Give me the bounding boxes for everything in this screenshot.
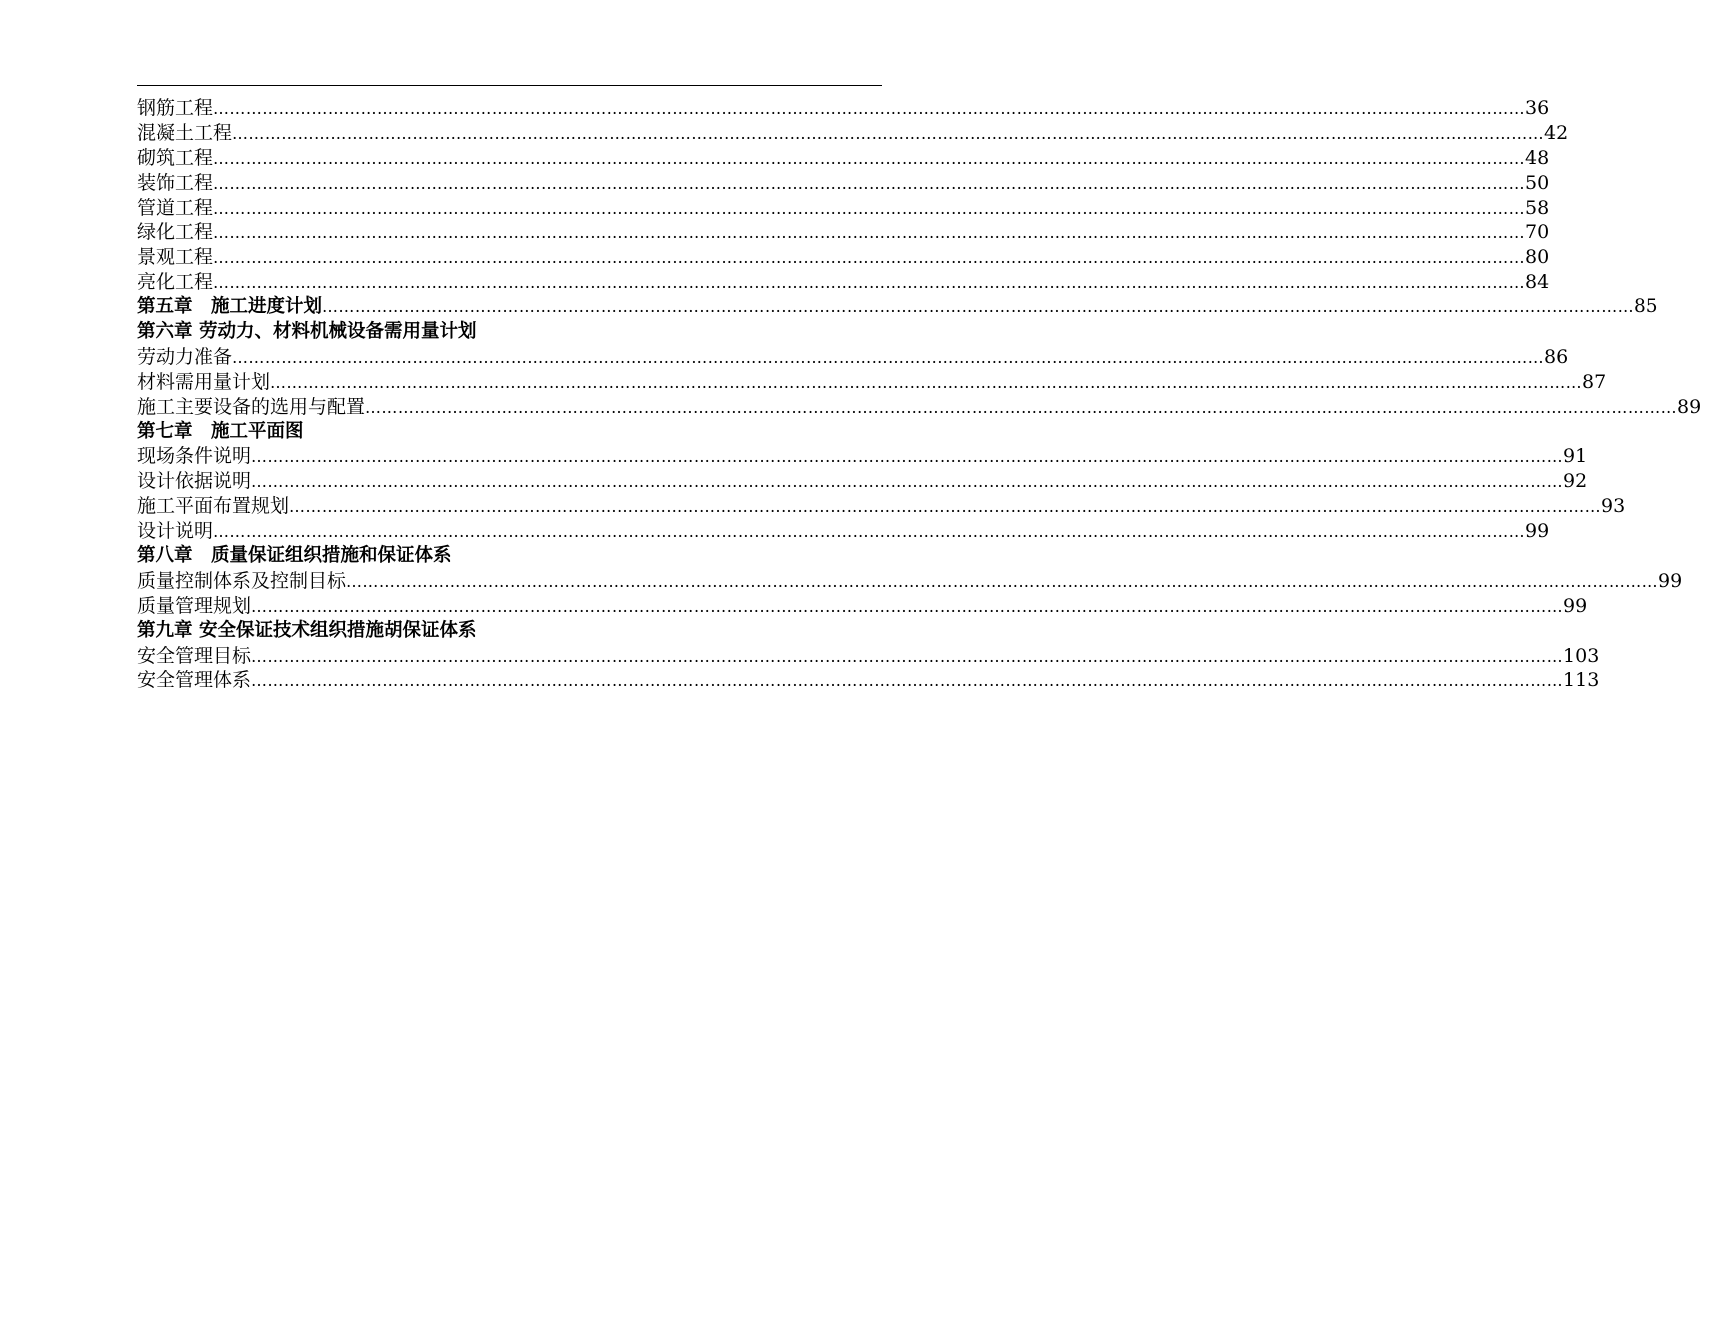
toc-entry[interactable] xyxy=(137,270,1550,295)
toc-entry-label: 第七章 施工平面图 xyxy=(137,420,304,442)
toc-entry[interactable] xyxy=(137,668,1600,693)
toc-leader-dots: …………………………………………………………………………………………………………………………………………………………………………………………………………………… xyxy=(365,397,1678,417)
toc-entry[interactable] xyxy=(137,220,1550,245)
toc-leader-dots: …………………………………………………………………………………………………………………………………………………………………………………………………………………… xyxy=(213,148,1526,168)
toc-entry[interactable] xyxy=(137,469,1588,494)
toc-entry-label: 第九章 安全保证技术组织措施胡保证体系 xyxy=(137,619,477,641)
toc-leader-dots: …………………………………………………………………………………………………………………………………………………………………………………………………………………… xyxy=(346,571,1659,591)
toc-entry-label: 管道工程 xyxy=(137,196,214,219)
toc-leader-dots: …………………………………………………………………………………………………………………………………………………………………………………………………………………… xyxy=(213,223,1526,243)
toc-entry-page: 99 xyxy=(1525,520,1550,543)
toc-entry-page: 86 xyxy=(1544,345,1569,368)
table-of-contents xyxy=(137,96,1702,693)
toc-entry-page: 42 xyxy=(1544,121,1569,144)
toc-entry-label: 装饰工程 xyxy=(137,171,214,194)
toc-chapter-heading[interactable] xyxy=(137,619,882,644)
toc-entry-label: 第八章 质量保证组织措施和保证体系 xyxy=(137,545,452,567)
toc-entry-label: 第六章 劳动力、材料机械设备需用量计划 xyxy=(137,321,477,343)
toc-leader-dots: …………………………………………………………………………………………………………………………………………………………………………………………………………………… xyxy=(213,198,1526,218)
toc-leader-dots: …………………………………………………………………………………………………………………………………………………………………………………………………………………… xyxy=(232,347,1545,367)
toc-entry[interactable] xyxy=(137,121,1569,146)
toc-entry-page: 50 xyxy=(1525,171,1550,194)
toc-entry[interactable] xyxy=(137,171,1550,196)
toc-entry-label: 现场条件说明 xyxy=(137,445,252,468)
toc-chapter-heading[interactable] xyxy=(137,420,882,445)
toc-leader-dots: …………………………………………………………………………………………………………………………………………………………………………………………………………………… xyxy=(289,497,1602,517)
toc-entry[interactable] xyxy=(137,644,1600,669)
toc-entry-page: 92 xyxy=(1563,470,1588,493)
toc-entry[interactable] xyxy=(137,519,1550,544)
toc-entry-page: 84 xyxy=(1525,271,1550,294)
toc-entry-label: 混凝土工程 xyxy=(137,121,233,144)
toc-entry[interactable] xyxy=(137,345,1569,370)
toc-entry[interactable] xyxy=(137,196,1550,221)
toc-entry[interactable] xyxy=(137,370,1607,395)
toc-entry-page: 48 xyxy=(1525,146,1550,169)
toc-entry-page: 99 xyxy=(1658,569,1683,592)
toc-leader-dots: …………………………………………………………………………………………………………………………………………………………………………………………………………………… xyxy=(232,123,1545,143)
toc-entry-page: 99 xyxy=(1563,594,1588,617)
toc-leader-dots: …………………………………………………………………………………………………………………………………………………………………………………………………………………… xyxy=(251,447,1564,467)
toc-entry[interactable] xyxy=(137,569,1683,594)
toc-leader-dots: …………………………………………………………………………………………………………………………………………………………………………………………………………………… xyxy=(270,372,1583,392)
toc-entry-label: 施工主要设备的选用与配置 xyxy=(137,395,366,418)
toc-leader-dots: …………………………………………………………………………………………………………………………………………………………………………………………………………………… xyxy=(251,472,1564,492)
toc-entry-label: 质量控制体系及控制目标 xyxy=(137,569,347,592)
toc-entry-page: 70 xyxy=(1525,221,1550,244)
toc-leader-dots: …………………………………………………………………………………………………………………………………………………………………………………………………………………… xyxy=(213,248,1526,268)
toc-entry-page: 113 xyxy=(1563,669,1600,692)
toc-entry[interactable] xyxy=(137,494,1626,519)
toc-leader-dots: …………………………………………………………………………………………………………………………………………………………………………………………………………………… xyxy=(322,297,1635,317)
toc-entry[interactable] xyxy=(137,444,1588,469)
toc-entry-page: 91 xyxy=(1563,445,1588,468)
toc-leader-dots: …………………………………………………………………………………………………………………………………………………………………………………………………………………… xyxy=(213,99,1526,118)
toc-entry[interactable] xyxy=(137,96,1550,121)
toc-entry-label: 钢筋工程 xyxy=(137,97,214,119)
toc-chapter-heading[interactable] xyxy=(137,295,1658,320)
toc-entry-label: 亮化工程 xyxy=(137,271,214,294)
toc-entry-page: 85 xyxy=(1634,296,1658,318)
toc-entry-label: 设计说明 xyxy=(137,520,214,543)
toc-entry[interactable] xyxy=(137,395,1702,420)
toc-entry-label: 材料需用量计划 xyxy=(137,370,271,393)
toc-entry[interactable] xyxy=(137,594,1588,619)
toc-leader-dots: …………………………………………………………………………………………………………………………………………………………………………………………………………………… xyxy=(213,273,1526,293)
toc-leader-dots: …………………………………………………………………………………………………………………………………………………………………………………………………………………… xyxy=(251,596,1564,616)
toc-leader-dots: …………………………………………………………………………………………………………………………………………………………………………………………………………………… xyxy=(213,173,1526,193)
toc-entry-page: 80 xyxy=(1525,246,1550,269)
toc-entry-page: 58 xyxy=(1525,196,1550,219)
toc-entry[interactable] xyxy=(137,245,1550,270)
toc-entry-label: 第五章 施工进度计划 xyxy=(137,296,323,318)
toc-leader-dots: …………………………………………………………………………………………………………………………………………………………………………………………………………………… xyxy=(251,671,1564,691)
toc-entry-page: 87 xyxy=(1582,370,1607,393)
toc-entry-label: 砌筑工程 xyxy=(137,146,214,169)
toc-entry-label: 设计依据说明 xyxy=(137,470,252,493)
toc-entry-page: 103 xyxy=(1563,644,1600,667)
toc-entry-page: 89 xyxy=(1677,395,1702,418)
toc-entry-label: 安全管理目标 xyxy=(137,644,252,667)
header-rule xyxy=(137,85,882,86)
toc-entry-label: 施工平面布置规划 xyxy=(137,495,290,518)
toc-entry-label: 景观工程 xyxy=(137,246,214,269)
toc-entry-page: 93 xyxy=(1601,495,1626,518)
toc-leader-dots: …………………………………………………………………………………………………………………………………………………………………………………………………………………… xyxy=(213,522,1526,542)
toc-entry-label: 安全管理体系 xyxy=(137,669,252,692)
toc-entry-page: 36 xyxy=(1525,97,1550,119)
toc-entry-label: 劳动力准备 xyxy=(137,345,233,368)
toc-entry[interactable] xyxy=(137,146,1550,171)
toc-entry-label: 质量管理规划 xyxy=(137,594,252,617)
toc-leader-dots: …………………………………………………………………………………………………………………………………………………………………………………………………………………… xyxy=(251,646,1564,666)
toc-entry-label: 绿化工程 xyxy=(137,221,214,244)
toc-chapter-heading[interactable] xyxy=(137,544,882,569)
toc-chapter-heading[interactable] xyxy=(137,320,882,345)
